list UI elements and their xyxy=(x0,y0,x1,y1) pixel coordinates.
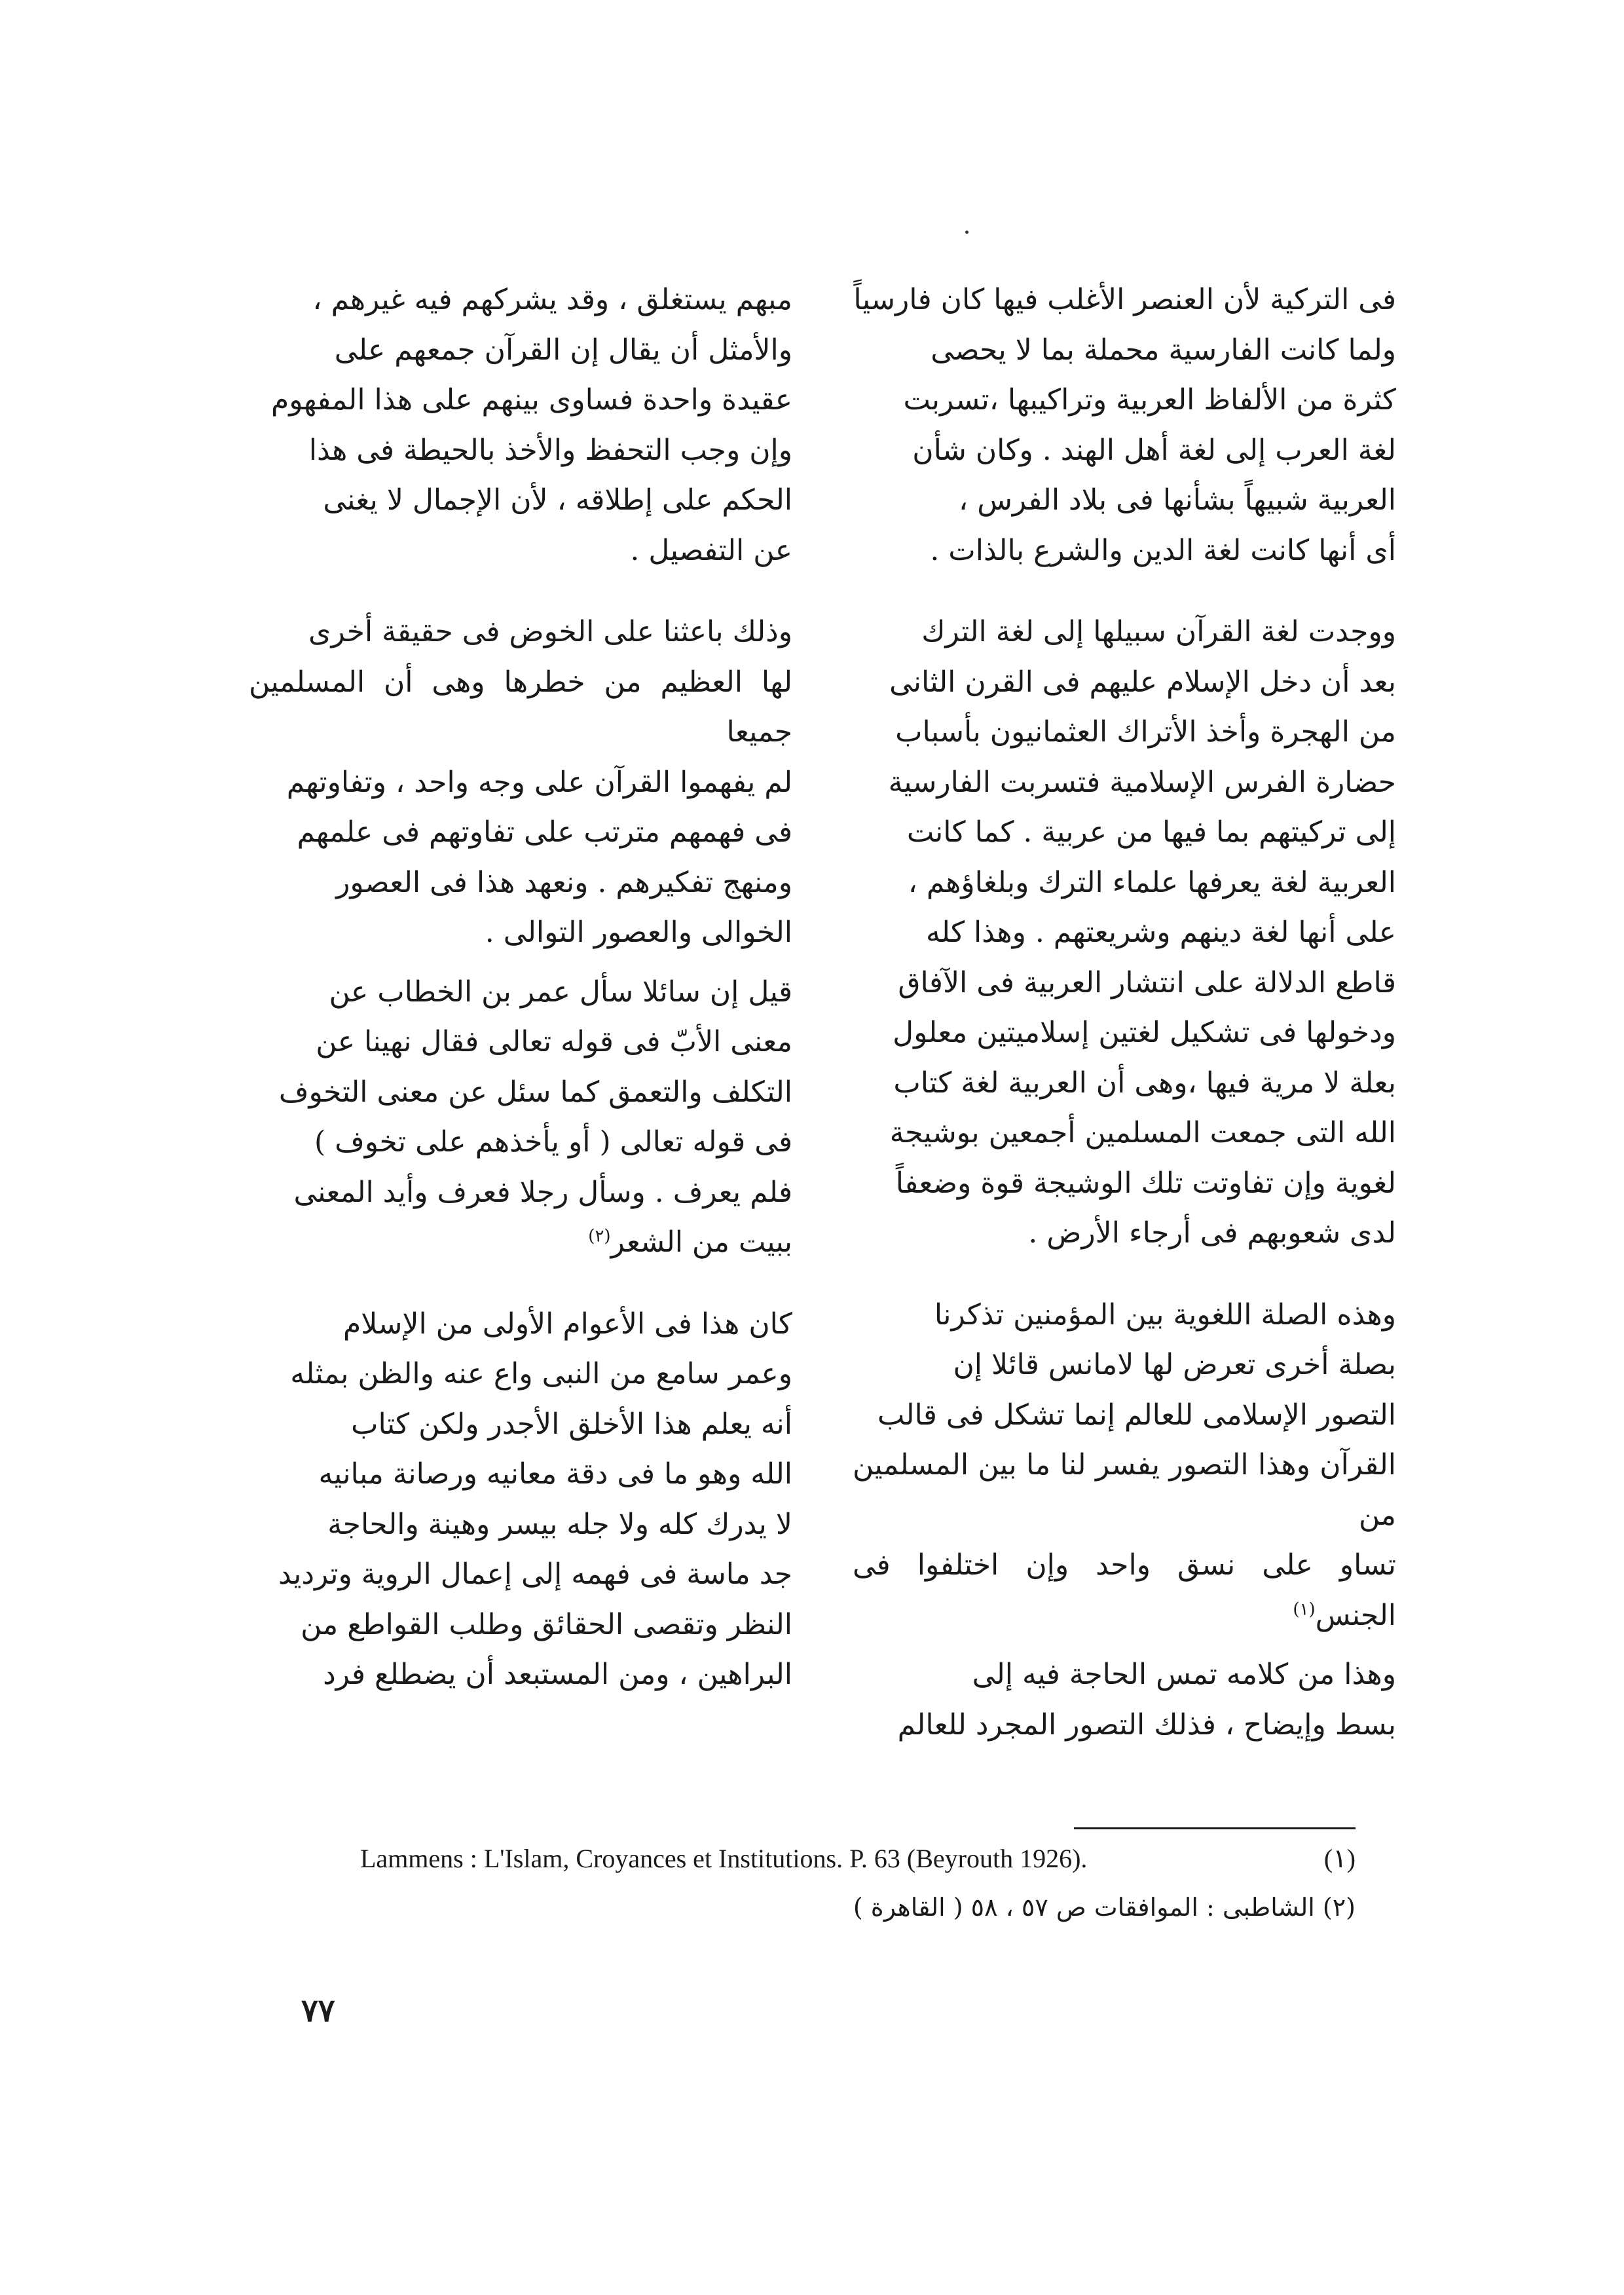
text-fragment: ببيت من الشعر xyxy=(610,1225,792,1259)
text-line: بعلة لا مرية فيها ،وهى أن العربية لغة كتاب xyxy=(893,1066,1396,1100)
footnote-2: (٢) الشاطبى : الموافقات ص ٥٧ ، ٥٨ ( القاهرة ) xyxy=(853,1893,1356,1922)
text-line xyxy=(249,1218,792,1268)
text-line: جد ماسة فى فهمه إلى إعمال الروية وترديد xyxy=(278,1558,792,1591)
text-line: الله التى جمعت المسلمين أجمعين بوشيجة xyxy=(889,1116,1396,1149)
text-line: وذلك باعثنا على الخوض فى حقيقة أخرى xyxy=(308,615,792,648)
text-line: لها العظيم من خطرها وهى أن المسلمين جميعا xyxy=(249,665,792,749)
text-line: حضارة الفرس الإسلامية فتسربت الفارسية xyxy=(888,765,1396,799)
right-text-column xyxy=(853,275,1396,1782)
text-line: الله وهو ما فى دقة معانيه ورصانة مبانيه xyxy=(318,1457,792,1491)
text-line: وهذه الصلة اللغوية بين المؤمنين تذكرنا xyxy=(934,1297,1396,1332)
text-line: أنه يعلم هذا الأخلق الأجدر ولكن كتاب xyxy=(351,1407,792,1441)
paragraph-3 xyxy=(249,967,792,1268)
text-line: وإن وجب التحفظ والأخذ بالحيطة فى هذا xyxy=(308,433,792,467)
text-line: ووجدت لغة القرآن سبيلها إلى لغة الترك xyxy=(921,615,1396,648)
text-line: عقيدة واحدة فساوى بينهم على هذا المفهوم xyxy=(270,383,792,417)
text-line: بعد أن دخل الإسلام عليهم فى القرن الثانى xyxy=(889,665,1396,699)
text-line: والأمثل أن يقال إن القرآن جمعهم على xyxy=(334,333,792,367)
text-line: قاطع الدلالة على انتشار العربية فى الآفاق xyxy=(898,965,1396,999)
paragraph-3 xyxy=(853,1290,1396,1641)
text-line: معنى الأبّ فى قوله تعالى فقال نهينا عن xyxy=(316,1025,792,1058)
text-line: لا يدرك كله ولا جله بيسر وهينة والحاجة xyxy=(327,1507,792,1541)
text-line: فى فهمهم مترتب على تفاوتهم فى علمهم xyxy=(297,815,792,849)
page-number: ٧٧ xyxy=(301,1992,335,2029)
text-line: عن التفصيل . xyxy=(630,533,792,567)
print-speck xyxy=(965,231,969,234)
text-line: الخوالى والعصور التوالى . xyxy=(485,916,792,949)
text-line: الحكم على إطلاقه ، لأن الإجمال لا يغنى xyxy=(323,483,792,517)
footnote-marker-2: (٢) xyxy=(588,1226,611,1246)
text-fragment: تساو على نسق واحد وإن اختلفوا فى الجنس xyxy=(853,1548,1396,1632)
text-line: التصور الإسلامى للعالم إنما تشكل فى قالب xyxy=(877,1398,1396,1432)
text-line: ولما كانت الفارسية محملة بما لا يحصى xyxy=(931,333,1396,367)
text-line: أى أنها كانت لغة الدين والشرع بالذات . xyxy=(930,533,1396,567)
footnote-marker-1: (١) xyxy=(1293,1599,1316,1619)
text-line: مبهم يستغلق ، وقد يشركهم فيه غيرهم ، xyxy=(312,283,792,316)
text-line: لم يفهموا القرآن على وجه واحد ، وتفاوتهم xyxy=(286,765,792,799)
text-line: وعمر سامع من النبى واع عنه والظن بمثله xyxy=(290,1357,792,1390)
text-line: إلى تركيتهم بما فيها من عربية . كما كانت xyxy=(906,815,1396,849)
footnote-1-number: (١) xyxy=(1323,1844,1356,1873)
text-line: القرآن وهذا التصور يفسر لنا ما بين المسلمين من xyxy=(853,1448,1396,1532)
text-line: ومنهج تفكيرهم . ونعهد هذا فى العصور xyxy=(336,865,792,899)
footnote-1 xyxy=(360,1839,1356,1878)
text-line: كان هذا فى الأعوام الأولى من الإسلام xyxy=(343,1307,792,1341)
paragraph-4 xyxy=(249,1299,792,1700)
text-line: العربية لغة يعرفها علماء الترك وبلغاؤهم ، xyxy=(908,865,1396,899)
paragraph-2 xyxy=(853,607,1396,1259)
text-line: فلم يعرف . وسأل رجلا فعرف وأيد المعنى xyxy=(293,1175,792,1209)
text-line: من الهجرة وأخذ الأتراك العثمانيون بأسباب xyxy=(895,715,1396,749)
text-line: وهذا من كلامه تمس الحاجة فيه إلى xyxy=(972,1658,1396,1691)
text-line: البراهين ، ومن المستبعد أن يضطلع فرد xyxy=(323,1658,792,1691)
text-line: لدى شعوبهم فى أرجاء الأرض . xyxy=(1028,1216,1396,1250)
text-line: كثرة من الألفاظ العربية وتراكيبها ،تسربت xyxy=(903,383,1396,417)
text-line xyxy=(853,1540,1396,1641)
footnote-1-text: Lammens : L'Islam, Croyances et Institutions. P. 63 (Beyrouth 1926). xyxy=(360,1844,1088,1873)
paragraph-1 xyxy=(853,275,1396,576)
paragraph-1 xyxy=(249,275,792,576)
text-line: فى قوله تعالى ( أو يأخذهم على تخوف ) xyxy=(314,1125,792,1159)
text-line: النظر وتقصى الحقائق وطلب القواطع من xyxy=(301,1607,792,1641)
text-line: العربية شبيهاً بشأنها فى بلاد الفرس ، xyxy=(959,483,1396,517)
paragraph-2 xyxy=(249,607,792,958)
text-line: فى التركية لأن العنصر الأغلب فيها كان فارسياً xyxy=(853,283,1396,316)
footnote-divider xyxy=(1074,1827,1356,1829)
paragraph-4 xyxy=(853,1650,1396,1750)
text-line: قيل إن سائلا سأل عمر بن الخطاب عن xyxy=(329,975,792,1009)
text-line: لغوية وإن تفاوتت تلك الوشيجة قوة وضعفاً xyxy=(895,1166,1396,1200)
left-text-column xyxy=(249,275,792,1732)
text-line: بسط وإيضاح ، فذلك التصور المجرد للعالم xyxy=(897,1707,1396,1742)
text-line: التكلف والتعمق كما سئل عن معنى التخوف xyxy=(278,1075,792,1109)
text-line: لغة العرب إلى لغة أهل الهند . وكان شأن xyxy=(912,433,1396,467)
text-line: على أنها لغة دينهم وشريعتهم . وهذا كله xyxy=(925,916,1396,949)
text-line: ودخولها فى تشكيل لغتين إسلاميتين معلول xyxy=(893,1016,1396,1049)
text-line: بصلة أخرى تعرض لها لامانس قائلا إن xyxy=(953,1348,1396,1381)
